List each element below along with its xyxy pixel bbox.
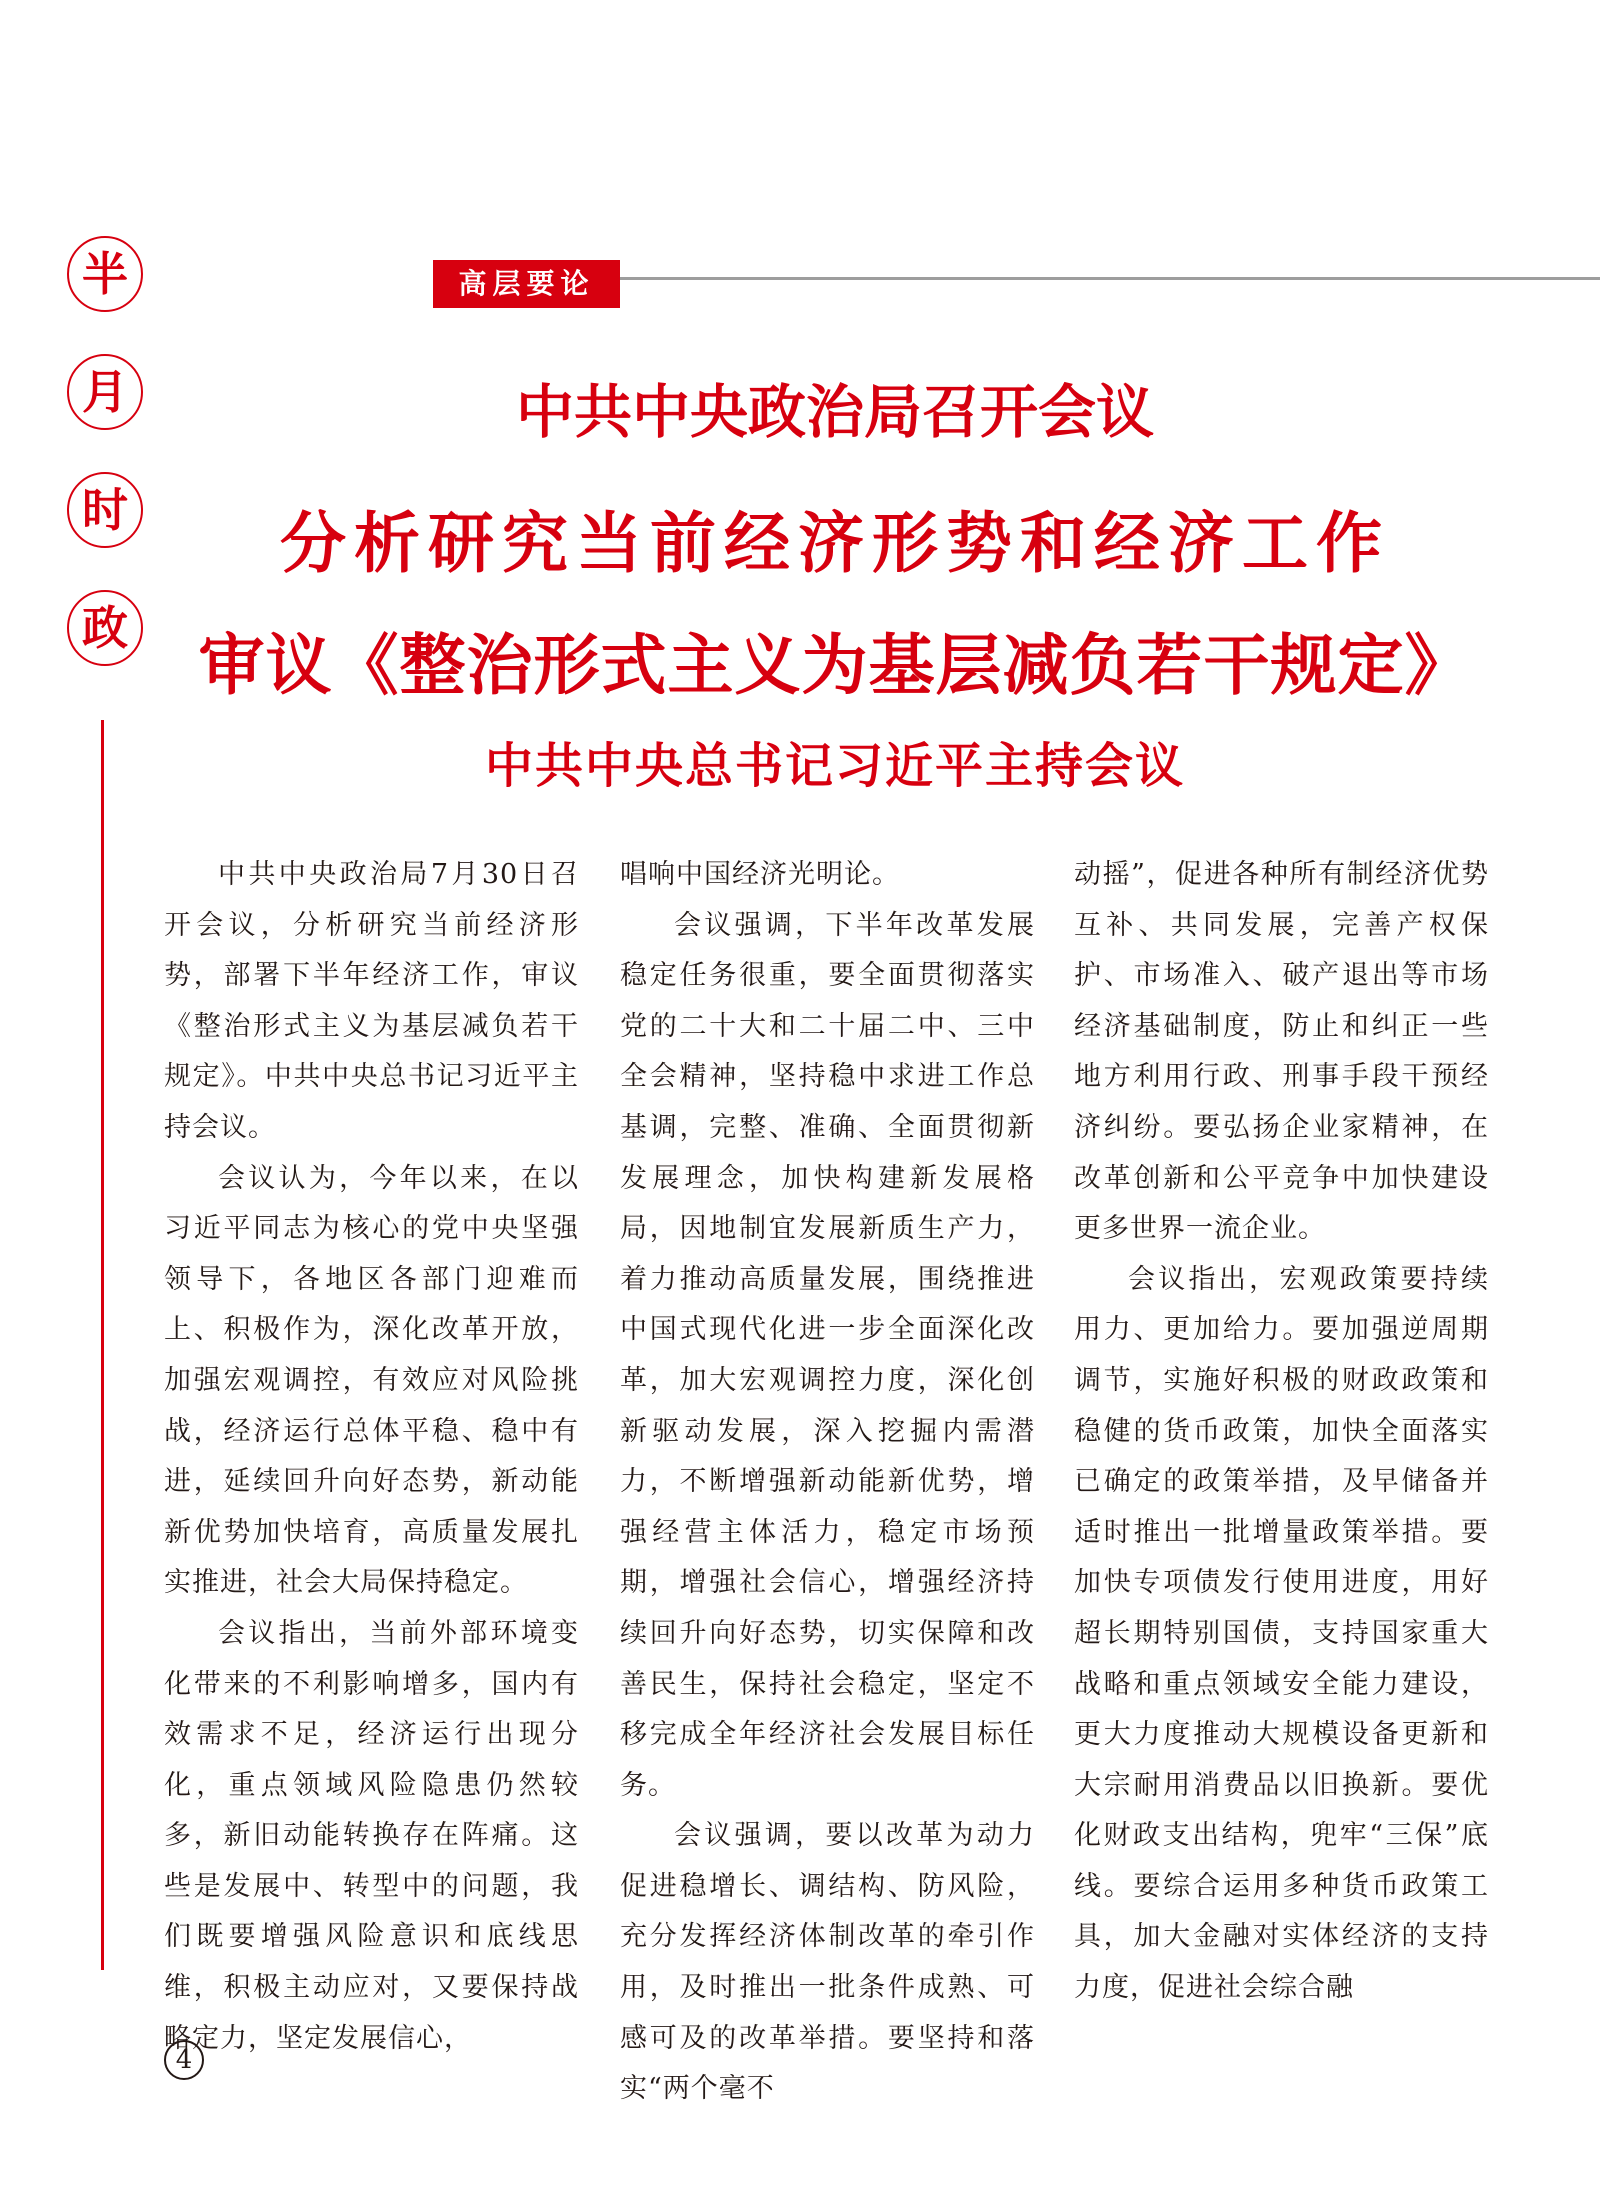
paragraph: 会议指出，当前外部环境变化带来的不利影响增多，国内有效需求不足，经济运行出现分化，重点领域风险隐患仍然较多，新旧动能转换存在阵痛。这些是发展中、转型中的问题，我们既要增强风险意识和底线思维，积极主动应对，又要保持战略定力，坚定发展信心， bbox=[164, 1617, 579, 2054]
kicker-title: 中共中央政治局召开会议 bbox=[515, 378, 1154, 446]
paragraph: 会议认为，今年以来，在以习近平同志为核心的党中央坚强领导下，各地区各部门迎难而上、积极作为，深化改革开放，加强宏观调控，有效应对风险挑战，经济运行总体平稳、稳中有进，延续回升向好态势，新动能新优势加快培育，高质量发展扎实推进，社会大局保持稳定。 bbox=[164, 1162, 579, 1599]
page-number: 4 bbox=[164, 2040, 204, 2080]
paragraph: 中共中央政治局7月30日召开会议，分析研究当前经济形势，部署下半年经济工作，审议《整治形式主义为基层减负若干规定》。中共中央总书记习近平主持会议。 bbox=[164, 859, 579, 1143]
section-tag: 高层要论 bbox=[433, 260, 620, 308]
main-title-second: 审议《整治形式主义为基层减负若干规定》 bbox=[198, 627, 1472, 704]
paragraph: 会议强调，要以改革为动力促进稳增长、调结构、防风险，充分发挥经济体制改革的牵引作用，及时推出一批条件成熟、可感可及的改革举措。要坚持和落实“两个毫不 bbox=[620, 1820, 1035, 2105]
paragraph: 唱响中国经济光明论。 bbox=[620, 859, 900, 890]
article-column-2 bbox=[620, 850, 1035, 2115]
article-column-1 bbox=[164, 850, 579, 2064]
main-title: 分析研究当前经济形势和经济工作 bbox=[280, 505, 1390, 582]
subtitle: 中共中央总书记习近平主持会议 bbox=[484, 738, 1185, 794]
column-label-char: 半 bbox=[67, 236, 143, 312]
paragraph: 会议指出，宏观政策要持续用力、更加给力。要加强逆周期调节，实施好积极的财政政策和稳健的货币政策，加快全面落实已确定的政策举措，及早储备并适时推出一批增量政策举措。要加快专项债发行使用进度，用好超长期特别国债，支持国家重大战略和重点领域安全能力建设，更大力度推动大规模设备更新和大宗耐用消费品以旧换新。要优化财政支出结构，兜牢“三保”底线。要综合运用多种货币政策工具，加大金融对实体经济的支持力度，促进社会综合融 bbox=[1074, 1263, 1489, 2004]
column-label-char: 时 bbox=[67, 472, 143, 548]
paragraph: 会议强调，下半年改革发展稳定任务很重，要全面贯彻落实党的二十大和二十届二中、三中全会精神，坚持稳中求进工作总基调，完整、准确、全面贯彻新发展理念，加快构建新发展格局，因地制宜发展新质生产力，着力推动高质量发展，围绕推进中国式现代化进一步全面深化改革，加大宏观调控力度，深化创新驱动发展，深入挖掘内需潜力，不断增强新动能新优势，增强经营主体活力，稳定市场预期，增强社会信心，增强经济持续回升向好态势，切实保障和改善民生，保持社会稳定，坚定不移完成全年经济社会发展目标任务。 bbox=[620, 909, 1035, 1801]
column-label-char: 政 bbox=[67, 590, 143, 666]
article-column-3 bbox=[1074, 850, 1489, 2014]
paragraph: 动摇”，促进各种所有制经济优势互补、共同发展，完善产权保护、市场准入、破产退出等市场经济基础制度，防止和纠正一些地方利用行政、刑事手段干预经济纠纷。要弘扬企业家精神，在改革创新和公平竞争中加快建设更多世界一流企业。 bbox=[1074, 859, 1489, 1245]
section-rule bbox=[620, 277, 1600, 280]
column-label-char: 月 bbox=[67, 354, 143, 430]
side-rule bbox=[101, 720, 104, 1970]
